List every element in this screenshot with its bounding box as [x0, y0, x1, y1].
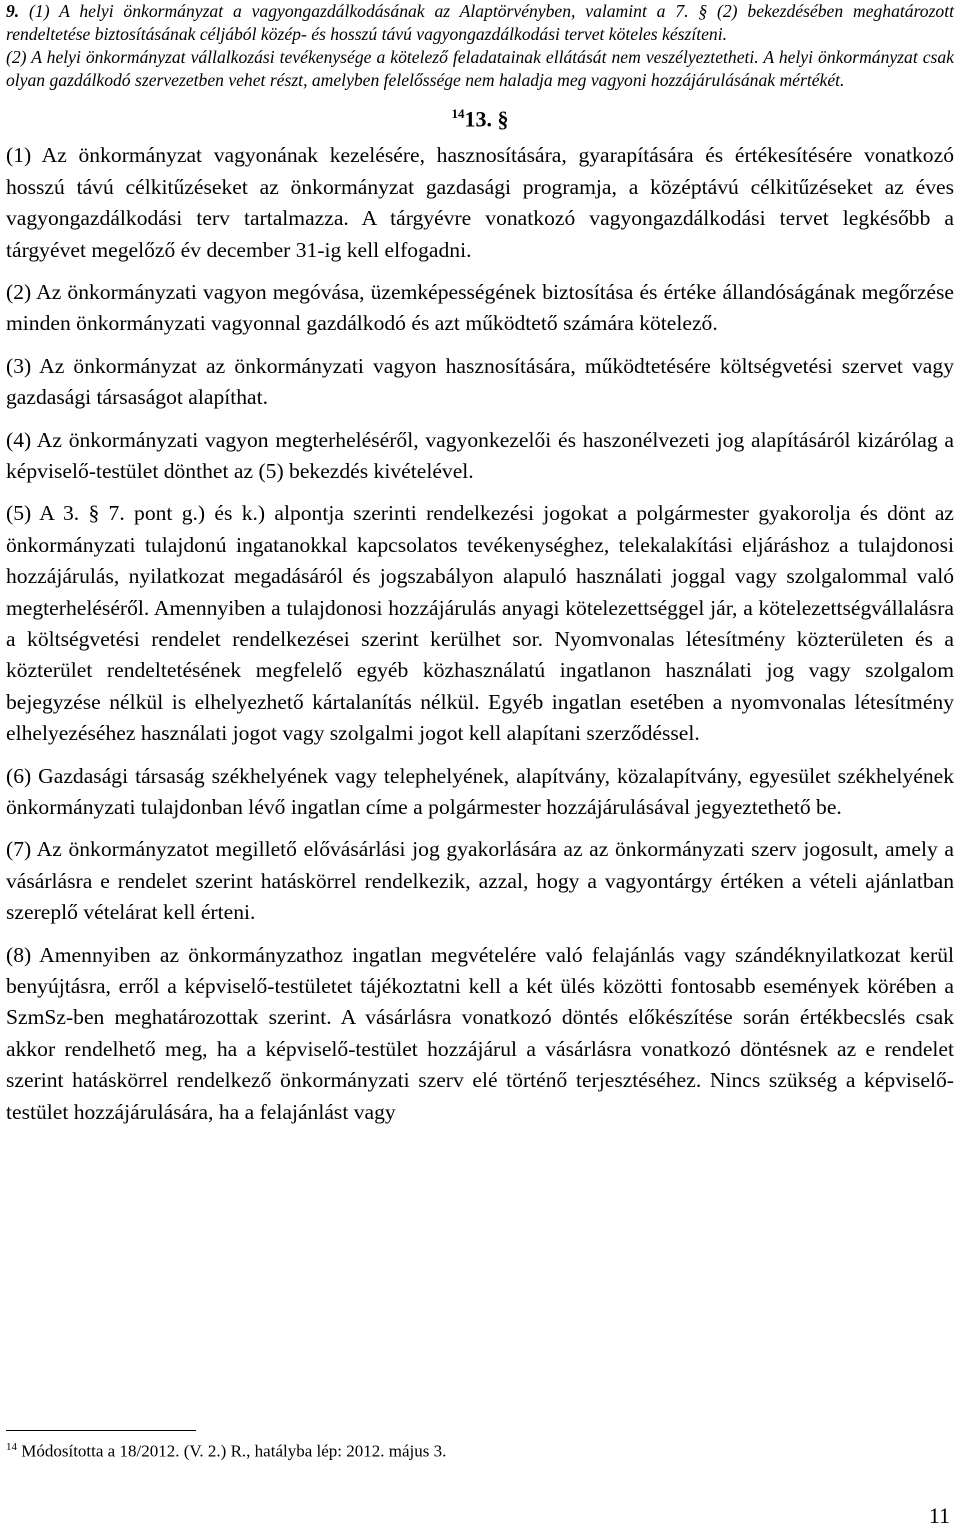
paragraph-5: (5) A 3. § 7. pont g.) és k.) alpontja szerinti rendelkezési jogokat a polgármester gyakorolja és dönt az önkormányzati tulajdonú ingatanokkal kapcsolatos tevékenységhez, telekalakítási eljáráshoz a tulajdonosi hozzájárulás, nyilatkozat megadásáról és jogszabályon alapuló használati joggal vagy szolgalommal való megterheléséről. Amennyiben a tulajdonosi hozzájárulás anyagi kötelezettséggel jár, a kötelezettségvállalásra a költségvetési rendelet rendelkezései szerint kerülhet sor. Nyomvonalas létesítmény közterületen és a közterület rendeltetésének megfelelő egyéb közhasználatú ingatlanon használati jog vagy szolgalom bejegyzése nélkül is elhelyezhető kártalanítás nélkül. Egyéb ingatlan esetében a nyomvonalas létesítmény elhelyezéséhez használati jogot vagy szolgalmi jogot kell alapítani szerződéssel.	[6, 501, 954, 746]
item-9-paragraph-1: 9. (1) A helyi önkormányzat a vagyongazdálkodásának az Alaptörvényben, valamint a 7. § (2) bekezdésében meghatározott rendeltetése biztosításának céljából közép- és hosszú távú vagyongazdálkodási tervet köteles készíteni.	[6, 1, 954, 44]
section-heading	[6, 106, 954, 132]
section-title: 13. §	[464, 106, 509, 132]
paragraph-1: (1) Az önkormányzat vagyonának kezelésére, hasznosítására, gyarapítására és értékesítésére vonatkozó hosszú távú célkitűzéseket az önkormányzat gazdasági programja, a középtávú célkitűzéseket az éves vagyongazdálkodási terv tartalmazza. A tárgyévre vonatkozó vagyongazdálkodási tervet legkésőbb a tárgyévet megelőző év december 31-ig kell elfogadni.	[6, 143, 954, 262]
footnote-number: 14	[6, 1441, 17, 1453]
footnote-reference[interactable]: 14	[451, 106, 465, 121]
page-number: 11	[928, 1503, 950, 1528]
paragraph-8: (8) Amennyiben az önkormányzathoz ingatlan megvételére való felajánlás vagy szándéknyilatkozat kerül benyújtásra, erről a képviselő-testületet tájékoztatni kell a két ülés közötti fontosabb események körében a SzmSz-ben meghatározottak szerint. A vásárlásra vonatkozó döntés előkészítése során értékbecslés csak akkor rendelhető meg, ha a képviselő-testület hozzájárul a vásárlásra vonatkozó döntésnek az e rendelet szerint hatáskörrel rendelkező önkormányzati szerv elé történő terjesztéséhez. Nincs szükség a képviselő-testület hozzájárulására, ha a felajánlást vagy	[6, 942, 954, 1124]
item-9-paragraph-2: (2) A helyi önkormányzat vállalkozási tevékenysége a kötelező feladatainak ellátását nem veszélyeztetheti. A helyi önkormányzat csak olyan gazdálkodó szervezetben vehet részt, amelyben felelőssége nem haladja meg vagyoni hozzájárulásának mértékét.	[6, 47, 954, 90]
footnote-text: Módosította a 18/2012. (V. 2.) R., hatályba lép: 2012. május 3.	[17, 1441, 447, 1461]
footnote	[6, 1441, 446, 1462]
document-page	[6, 0, 954, 1139]
paragraph-6: (6) Gazdasági társaság székhelyének vagy telephelyének, alapítvány, közalapítvány, egyesület székhelyének önkormányzati tulajdonban lévő ingatlan címe a polgármester hozzájárulásával jegyeztethető be.	[6, 763, 954, 820]
paragraph-3: (3) Az önkormányzat az önkormányzati vagyon hasznosítására, működtetésére költségvetési szervet vagy gazdasági társaságot alapíthat.	[6, 353, 954, 410]
paragraph-4: (4) Az önkormányzati vagyon megterheléséről, vagyonkezelői és haszonélvezeti jog alapításáról kizárólag a képviselő-testület dönthet az (5) bekezdés kivételével.	[6, 427, 954, 483]
previous-section-excerpt	[6, 0, 954, 92]
item-number: 9.	[6, 1, 20, 21]
paragraph-7: (7) Az önkormányzatot megillető elővásárlási jog gyakorlására az az önkormányzati szerv jogosult, amely a vásárlásra e rendelet szerint hatáskörrel rendelkezik, azzal, hogy a vagyontárgy értéken a vételi ajánlatban szereplő vételárat kell érteni.	[6, 837, 954, 925]
section-body	[6, 140, 954, 1128]
paragraph-2: (2) Az önkormányzati vagyon megóvása, üzemképességének biztosítása és értéke állandóságának megőrzése minden önkormányzati vagyonnal gazdálkodó és azt működtető számára kötelező.	[6, 279, 954, 336]
footnote-separator	[6, 1430, 196, 1431]
